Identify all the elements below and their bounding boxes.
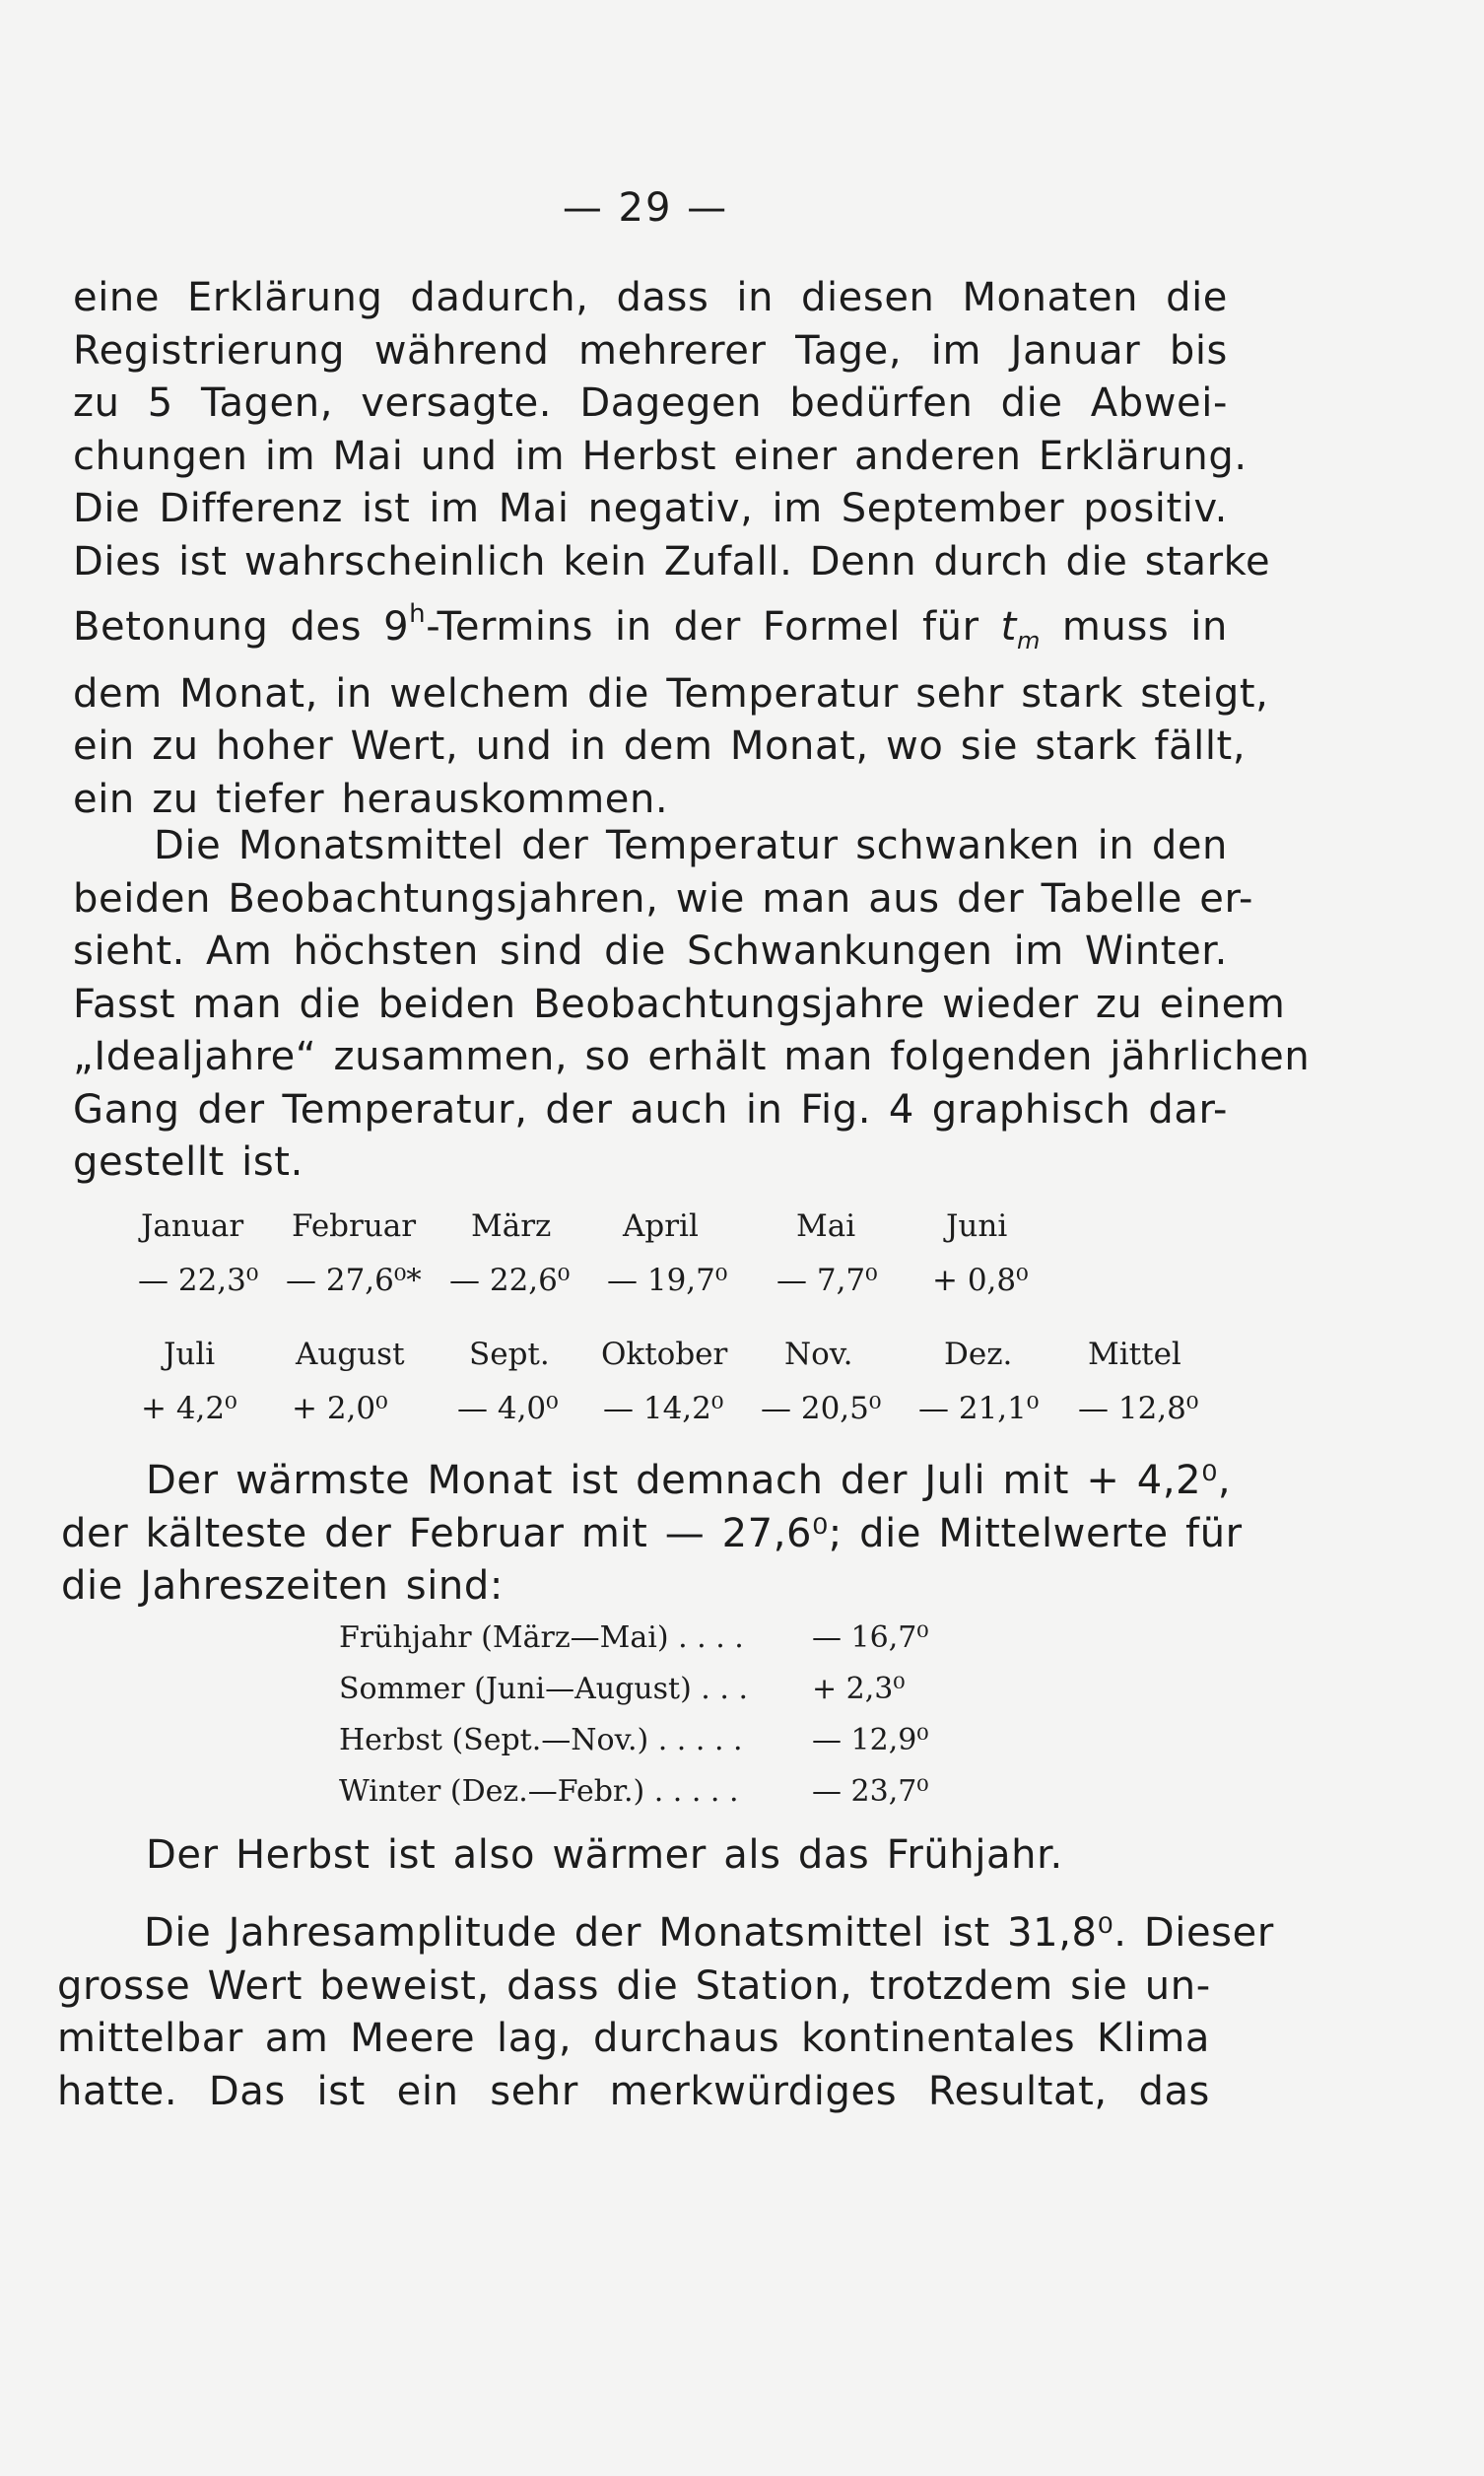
month-value: + 2,0⁰ [292,1391,388,1426]
month-name: Januar [141,1208,244,1244]
month-value: — 12,8⁰ [1078,1391,1199,1426]
month-name: Februar [292,1208,417,1244]
text-line: Gang der Temperatur, der auch in Fig. 4 graphisch dar- [73,1086,1228,1133]
month-value: — 20,5⁰ [761,1391,882,1426]
month-value: — 27,6⁰* [286,1263,422,1298]
month-value: — 19,7⁰ [607,1263,728,1298]
text-line: beiden Beobachtungsjahren, wie man aus der Tabelle er- [73,875,1253,922]
month-value: — 21,1⁰ [918,1391,1040,1426]
page-number: — 29 — [562,185,729,231]
month-name: März [471,1208,552,1244]
month-names-row-1 [138,1208,1232,1248]
paragraph-5 [57,1907,1274,2118]
text-line: Der Herbst ist also wärmer als das Frühjahr. [146,1832,1063,1878]
month-name: Sept. [469,1337,550,1372]
month-value: + 0,8⁰ [932,1263,1029,1298]
text-line: Fasst man die beiden Beobachtungsjahre wieder zu einem [73,981,1286,1027]
month-name: Oktober [601,1337,728,1372]
month-values-row-1 [138,1263,1232,1302]
text-line: ein zu hoher Wert, und in dem Monat, wo sie stark fällt, [73,723,1247,769]
paragraph-4 [146,1829,1301,1883]
text-line: dem Monat, in welchem die Temperatur sehr stark steigt, [73,670,1269,717]
text-line: mittelbar am Meere lag, durchaus kontinentales Klima [57,2016,1210,2061]
text-line: Registrierung während mehrerer Tage, im Januar bis [73,327,1228,374]
month-name: Juli [164,1337,216,1372]
text-line: ein zu tiefer herauskommen. [73,776,669,822]
text-line-formula: Betonung des 9$^h$-Termins in der Formel für $t_m$ muss in [73,599,1228,654]
month-value: — 14,2⁰ [603,1391,724,1426]
month-name: Dez. [944,1337,1013,1372]
text-line: gestellt ist. [73,1139,304,1185]
paragraph-2 [73,820,1311,1190]
text-line: Der wärmste Monat ist demnach der Juli mit + 4,2⁰, [146,1458,1232,1503]
text-line: Die Monatsmittel der Temperatur schwanken in den [154,823,1228,868]
month-value: — 7,7⁰ [776,1263,878,1298]
season-label: Sommer (Juni—August) . . . [339,1672,748,1706]
paragraph-1 [73,272,1271,826]
season-label: Winter (Dez.—Febr.) . . . . . [339,1774,739,1809]
text-line: hatte. Das ist ein sehr merkwürdiges Resultat, das [57,2068,1210,2114]
text-line: „Idealjahre“ zusammen, so erhält man folgenden jährlichen [73,1034,1311,1079]
text-line: sieht. Am höchsten sind die Schwankungen im Winter. [73,928,1228,974]
text-line: eine Erklärung dadurch, dass in diesen Monaten die [73,275,1228,320]
text-line: Die Jahresamplitude der Monatsmittel ist 31,8⁰. Dieser [144,1910,1274,1956]
month-name: Mai [796,1208,856,1244]
month-name: August [296,1337,405,1372]
month-value: — 22,6⁰ [449,1263,571,1298]
season-label: Herbst (Sept.—Nov.) . . . . . [339,1723,743,1757]
season-value: — 16,7⁰ [812,1620,929,1655]
season-value: — 23,7⁰ [812,1774,929,1809]
text-line: Die Differenz ist im Mai negativ, im September positiv. [73,486,1228,531]
month-value: — 22,3⁰ [138,1263,259,1298]
month-name: Nov. [784,1337,853,1372]
month-names-row-2 [138,1337,1232,1376]
month-value: — 4,0⁰ [457,1391,559,1426]
text-line: der kälteste der Februar mit — 27,6⁰; die Mittelwerte für [61,1510,1243,1556]
paragraph-3 [61,1455,1243,1614]
text-line: Dies ist wahrscheinlich kein Zufall. Denn durch die starke [73,538,1271,585]
month-name: Mittel [1088,1337,1181,1372]
month-name: April [623,1208,699,1244]
text-line: grosse Wert beweist, dass die Station, trotzdem sie un- [57,1962,1211,2009]
text-line: chungen im Mai und im Herbst einer anderen Erklärung. [73,433,1248,479]
month-values-row-2 [138,1391,1232,1430]
text-line: die Jahreszeiten sind: [61,1563,504,1609]
season-value: + 2,3⁰ [812,1672,906,1706]
month-name: Juni [946,1208,1008,1244]
season-value: — 12,9⁰ [812,1723,929,1757]
month-value: + 4,2⁰ [141,1391,237,1426]
season-label: Frühjahr (März—Mai) . . . . [339,1620,744,1655]
text-line: zu 5 Tagen, versagte. Dagegen bedürfen die Abwei- [73,380,1228,426]
